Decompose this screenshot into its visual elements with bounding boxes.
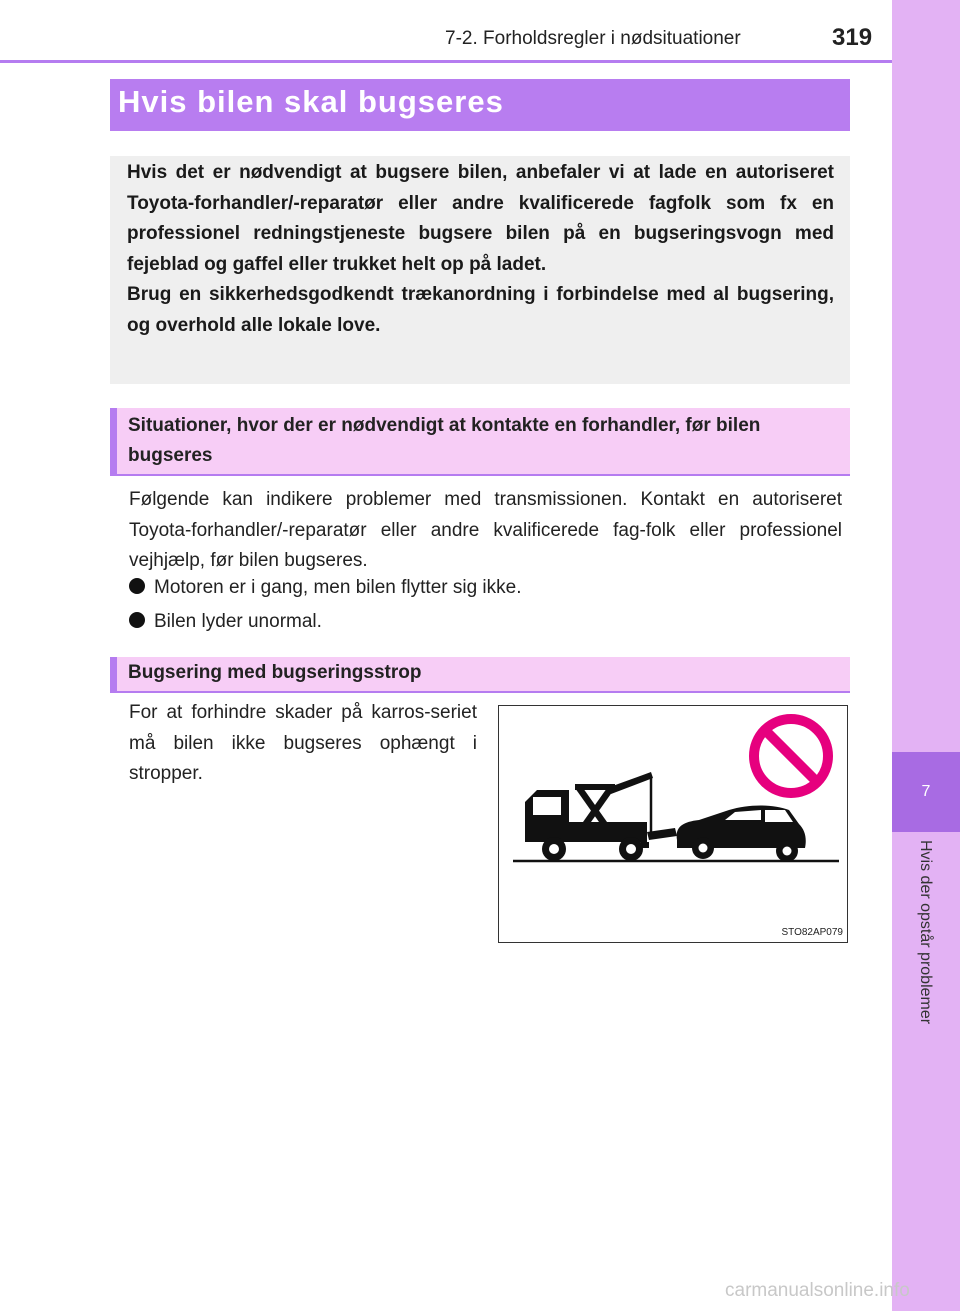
intro-paragraph-1: Hvis det er nødvendigt at bugsere bilen, anbefaler vi at lade en autoriseret Toyota-forhandler/-reparatør eller andre kvalificerede fagfolk som fx en professionel redningstjeneste bugsere bilen på en bugseringsvogn med fejeblad og gaffel eller trukket helt op på ladet.	[127, 162, 834, 275]
section-dealer-text: Følgende kan indikere problemer med transmissionen. Kontakt en autoriseret Toyota-forhandler/-reparatør eller andre kvalificerede fag-folk eller professionel vejhjælp, før bilen bugseres.	[129, 489, 842, 571]
towing-illustration	[498, 705, 848, 943]
section-heading-dealer-text: Situationer, hvor der er nødvendigt at kontakte en forhandler, før bilen bugseres	[128, 415, 761, 466]
tow-truck-icon	[525, 772, 677, 861]
chapter-number-tab[interactable]: 7	[892, 752, 960, 832]
tow-truck-illustration	[499, 706, 846, 941]
section-strap-text: For at forhindre skader på karros-seriet må bilen ikke bugseres ophængt i stropper.	[129, 702, 477, 784]
bullet-text: Motoren er i gang, men bilen flytter sig ikke.	[154, 577, 522, 598]
chapter-label-container	[893, 840, 959, 1090]
watermark-text: carmanualsonline.info	[725, 1280, 910, 1301]
header-rule	[0, 60, 892, 63]
bullet-text: Bilen lyder unormal.	[154, 611, 322, 632]
page-title: Hvis bilen skal bugseres	[118, 84, 504, 119]
section-title: 7-2. Forholdsregler i nødsituationer	[445, 28, 741, 49]
bullet-item	[129, 577, 522, 599]
car-icon	[677, 806, 806, 863]
figure-code: STO82AP079	[781, 927, 843, 938]
section-heading-strap	[110, 657, 850, 693]
intro-paragraph-2: Brug en sikkerhedsgodkendt trækanordning i forbindelse med al bugsering, og overhold alle lokale love.	[127, 284, 834, 336]
bullet-item	[129, 611, 322, 633]
section-heading-dealer	[110, 408, 850, 476]
bullet-dot-icon	[129, 612, 145, 628]
section-heading-strap-text: Bugsering med bugseringsstrop	[128, 662, 422, 683]
chapter-label: Hvis der opstår problemer	[917, 840, 934, 1025]
prohibition-icon	[754, 719, 828, 793]
chapter-side-tab	[892, 0, 960, 1311]
page-number: 319	[832, 24, 873, 51]
bullet-dot-icon	[129, 578, 145, 594]
intro-text	[127, 158, 834, 341]
